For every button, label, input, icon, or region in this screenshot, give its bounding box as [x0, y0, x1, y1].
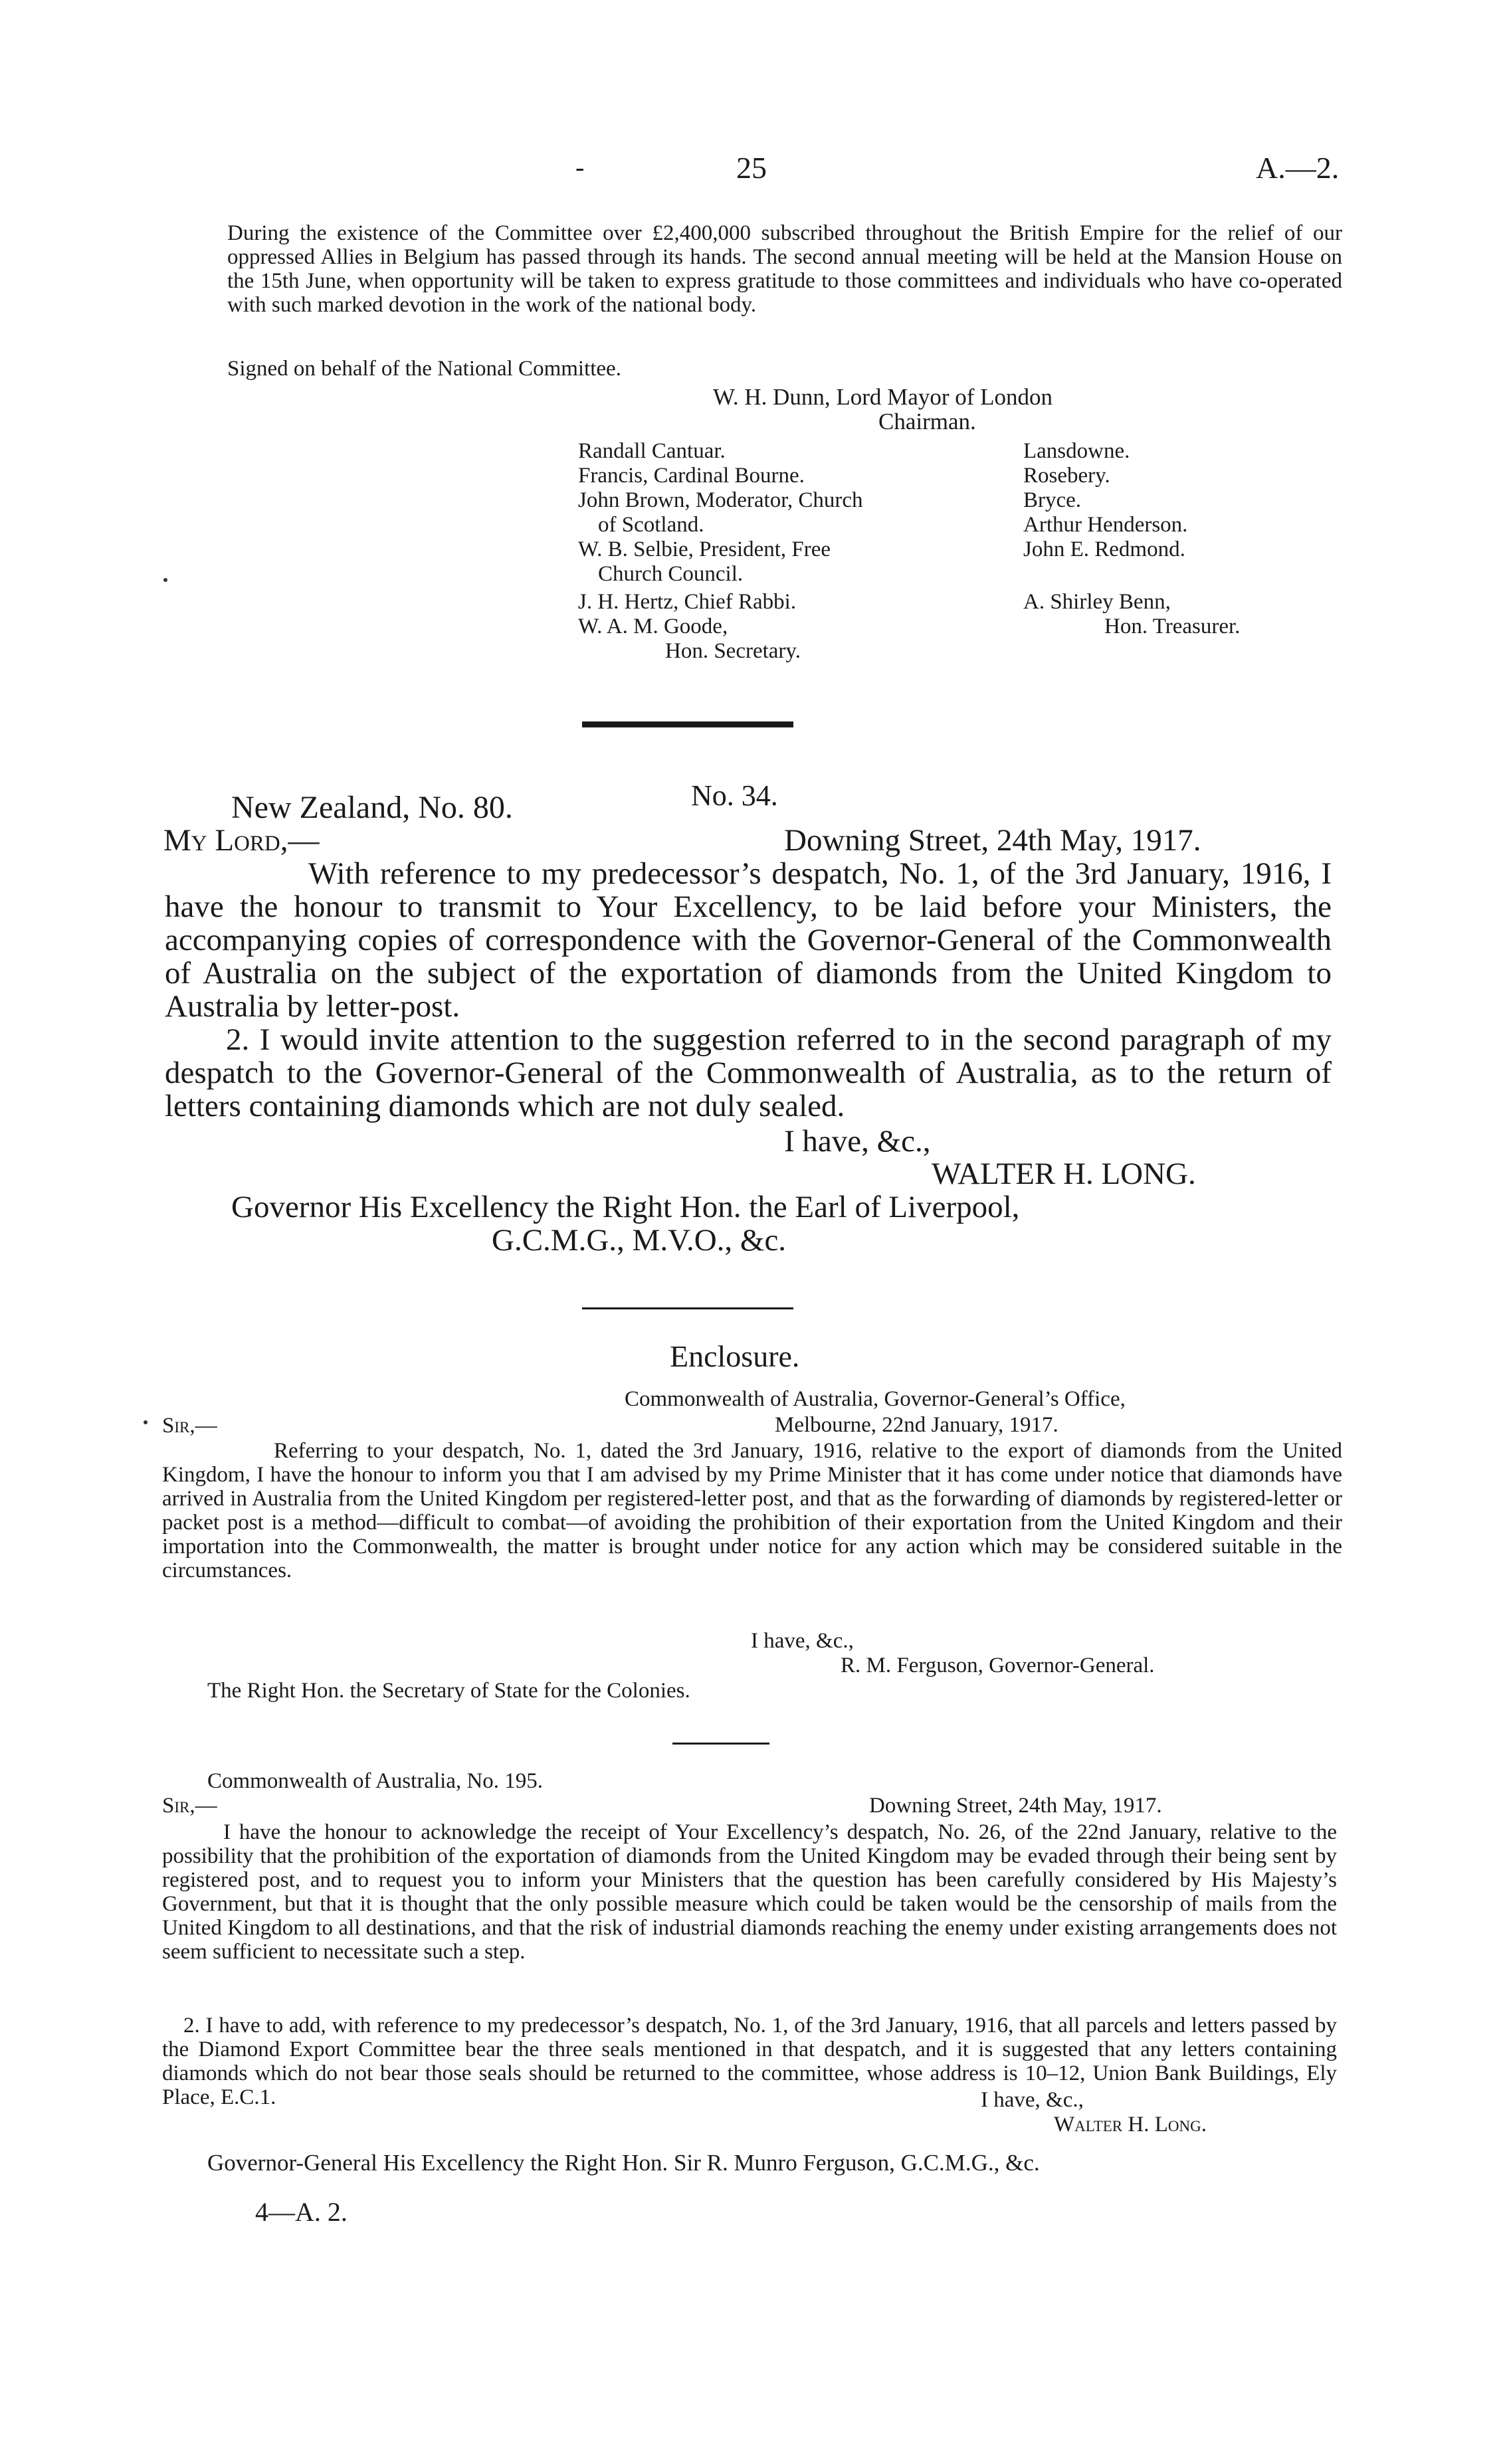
signatory: John Brown, Moderator, Church: [578, 488, 863, 512]
signatory: W. B. Selbie, President, Free: [578, 537, 831, 561]
signature-mark: 4—A. 2.: [255, 2197, 348, 2227]
despatch-number: No. 34.: [691, 779, 778, 812]
enclosure-signature: R. M. Ferguson, Governor-General.: [841, 1654, 1155, 1677]
signatory: Church Council.: [598, 562, 744, 586]
chairman-name: W. H. Dunn, Lord Mayor of London: [713, 384, 1053, 410]
despatch-195-paragraph-2: 2. I have to add, with reference to my predecessor’s despatch, No. 1, of the 3rd January, 1916, that all parcels and letters passed by the Diamond Export Committee bear the three seals mentioned in that despatch, and it is suggested that any letters containing diamonds which do not bear those seals should be returned to the committee, whose address is 10–12, Union Bank Buildings, Ely Place, E.C.1.: [162, 2014, 1337, 2109]
section-divider-heavy: [582, 721, 793, 727]
page-reference: A.—2.: [1256, 151, 1340, 185]
page-number: 25: [736, 151, 767, 185]
enclosure-salutation: Sir,—: [162, 1414, 217, 1438]
despatch-195-closing: I have, &c.,: [981, 2088, 1084, 2112]
signatory: Lansdowne.: [1023, 439, 1130, 463]
chairman-title: Chairman.: [878, 409, 976, 434]
committee-paragraph: During the existence of the Committee over £2,400,000 subscribed throughout the British Empire for the relief of our oppressed Allies in Belgium has passed through its hands. The second annual meeting will be held at the Mansion House on the 15th June, when opportunity will be taken to express gratitude to those committees and individuals who have co-operated with such marked devotion in the work of the national body.: [227, 221, 1342, 317]
header-dash: -: [575, 152, 585, 182]
signatory: A. Shirley Benn,: [1023, 590, 1171, 614]
despatch-195-reference: Commonwealth of Australia, No. 195.: [207, 1769, 544, 1793]
signatory: Arthur Henderson.: [1023, 513, 1188, 537]
despatch-195-addressee: Governor-General His Excellency the Right Hon. Sir R. Munro Ferguson, G.C.M.G., &c.: [207, 2150, 1040, 2176]
signatory: Hon. Secretary.: [665, 639, 801, 663]
signatory: Hon. Treasurer.: [1104, 615, 1241, 638]
addressee-line-2: G.C.M.G., M.V.O., &c.: [492, 1223, 787, 1258]
signature: WALTER H. LONG.: [932, 1157, 1196, 1191]
despatch-195-paragraph-1: I have the honour to acknowledge the receipt of Your Excellency’s despatch, No. 26, of the 22nd January, relative to the possibility that the prohibition of the exportation of diamonds from the United Kingdom may be evaded through their being sent by registered post, and to request you to inform your Ministers that the question has been carefully considered by His Majesty’s Government, but that it is thought that the only possible measure which could be taken would be the censorship of mails from the United Kingdom to all destinations, and that the risk of industrial diamonds reaching the enemy under existing arrangements does not seem sufficient to necessitate such a step.: [162, 1820, 1337, 1964]
signatory: Francis, Cardinal Bourne.: [578, 464, 805, 488]
enclosure-closing: I have, &c.,: [751, 1629, 854, 1653]
closing: I have, &c.,: [784, 1124, 931, 1159]
print-speck: [163, 578, 167, 582]
signatory: Randall Cantuar.: [578, 439, 726, 463]
signatory: of Scotland.: [598, 513, 704, 537]
signatory: Bryce.: [1023, 488, 1082, 512]
enclosure-addressee: The Right Hon. the Secretary of State for the Colonies.: [207, 1679, 690, 1703]
signed-line: Signed on behalf of the National Committee.: [227, 357, 621, 381]
salutation: My Lord,—: [163, 823, 320, 858]
despatch-195-place-date: Downing Street, 24th May, 1917.: [869, 1794, 1162, 1818]
enclosure-heading: Enclosure.: [670, 1339, 800, 1373]
enclosure-office: Commonwealth of Australia, Governor-General’s Office,: [625, 1387, 1126, 1411]
print-speck: [144, 1420, 148, 1424]
addressee-line-1: Governor His Excellency the Right Hon. the Earl of Liverpool,: [231, 1190, 1020, 1224]
enclosure-body: Referring to your despatch, No. 1, dated the 3rd January, 1916, relative to the export of diamonds from the United Kingdom, I have the honour to inform you that I am advised by my Prime Minister that it has come under notice that diamonds have arrived in Australia from the United Kingdom per registered-letter post, and that as the forwarding of diamonds by registered-letter or packet post is a method—difficult to combat—of avoiding the prohibition of their exportation from the United Kingdom and their importation into the Commonwealth, the matter is brought under notice for any action which may be considered suitable in the circumstances.: [162, 1439, 1342, 1582]
section-divider: [672, 1743, 769, 1745]
place-date: Downing Street, 24th May, 1917.: [784, 823, 1201, 858]
section-divider: [582, 1307, 793, 1309]
signatory: John E. Redmond.: [1023, 537, 1185, 561]
signatory: W. A. M. Goode,: [578, 615, 728, 638]
signatory: Rosebery.: [1023, 464, 1110, 488]
colony-reference: New Zealand, No. 80.: [231, 790, 513, 825]
despatch-paragraph-2: 2. I would invite attention to the suggestion referred to in the second paragraph of my despatch to the Governor-General of the Commonwealth of Australia, as to the return of letters containing diamonds which are not duly sealed.: [165, 1022, 1332, 1123]
despatch-paragraph-1: With reference to my predecessor’s despatch, No. 1, of the 3rd January, 1916, I have the honour to transmit to Your Excellency, to be laid before your Ministers, the accompanying copies of correspondence with the Governor-General of the Commonwealth of Australia on the subject of the exportation of diamonds from the United Kingdom to Australia by letter-post.: [165, 856, 1332, 1024]
despatch-195-signature: Walter H. Long.: [1054, 2113, 1207, 2136]
enclosure-place-date: Melbourne, 22nd January, 1917.: [775, 1413, 1058, 1437]
signatory: J. H. Hertz, Chief Rabbi.: [578, 590, 797, 614]
despatch-195-salutation: Sir,—: [162, 1794, 217, 1818]
